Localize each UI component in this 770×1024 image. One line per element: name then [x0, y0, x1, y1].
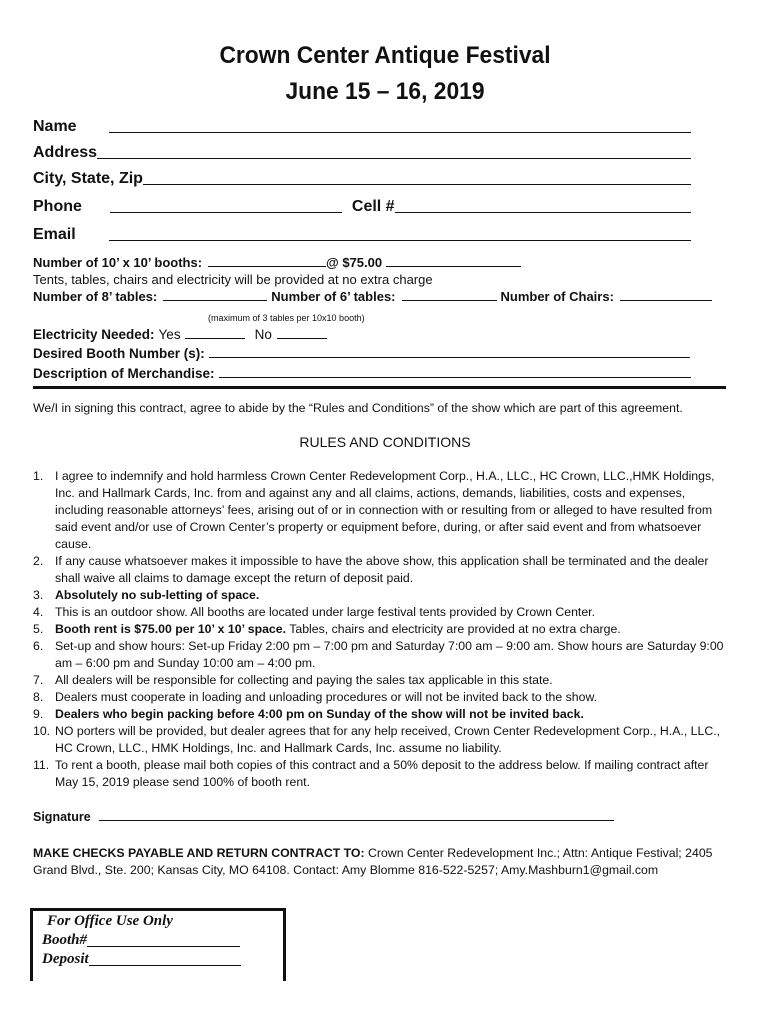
tables-8-field[interactable]: [163, 299, 267, 301]
phone-field[interactable]: [110, 211, 342, 213]
checks-payable-address: Crown Center Redevelopment Inc.; Attn: Antique Festival; 2405 Grand Blvd., Ste. 200; Kansas City, MO 64108. Contact: Amy Blomme 816-522-5257; Amy.Mashburn1@gmail.com: [33, 846, 713, 877]
office-deposit-label: Deposit: [42, 951, 89, 967]
checks-payable-text: [33, 845, 723, 879]
rule-item: 4. This is an outdoor show. All booths are located under large festival tents provided by Crown Center.: [33, 605, 595, 619]
electricity-yes-field[interactable]: [185, 337, 245, 339]
office-booth-label: Booth#: [42, 932, 88, 948]
signature-label: Signature: [33, 810, 91, 824]
booths-count-field[interactable]: [208, 265, 326, 267]
city-state-zip-label: City, State, Zip: [33, 170, 143, 187]
rule-item: 5. Booth rent is $75.00 per 10’ x 10’ space. Tables, chairs and electricity are provided at no extra charge.: [33, 622, 621, 636]
electricity-row: [33, 327, 327, 342]
rules-heading: RULES AND CONDITIONS: [299, 434, 471, 450]
booth-price: @ $75.00: [326, 255, 383, 270]
phone-field-row: [33, 196, 691, 216]
electricity-label: Electricity Needed:: [33, 327, 155, 342]
office-deposit-row: [33, 949, 283, 968]
address-field[interactable]: [97, 157, 691, 159]
office-use-title: For Office Use Only: [47, 913, 173, 929]
page-title: Crown Center Antique Festival: [219, 42, 551, 69]
max-tables-note: (maximum of 3 tables per 10x10 booth): [208, 313, 365, 323]
rule-item: 3. Absolutely no sub-letting of space.: [33, 588, 260, 602]
name-field[interactable]: [109, 131, 691, 133]
rule-item: 6. Set-up and show hours: Set-up Friday 2:00 pm – 7:00 pm and Saturday 7:00 am – 9:00 am. Show hours are Saturday 9:00 am – 6:00 pm and Sunday 10:00 am – 4:00 pm.: [33, 639, 724, 670]
booths-row: [33, 255, 521, 270]
tables-6-field[interactable]: [402, 299, 497, 301]
tables-6-label: Number of 6’ tables:: [271, 289, 396, 304]
booths-count-label: Number of 10’ x 10’ booths:: [33, 255, 203, 270]
city-state-zip-field-row: [33, 168, 691, 188]
office-booth-row: [33, 930, 283, 949]
section-divider: [33, 386, 726, 389]
rule-item: 8. Dealers must cooperate in loading and unloading procedures or will not be invited back to the show.: [33, 690, 598, 704]
desired-booth-label: Desired Booth Number (s):: [33, 346, 205, 361]
cell-label: Cell #: [351, 198, 395, 215]
rule-item: 9. Dealers who begin packing before 4:00 pm on Sunday of the show will not be invited back.: [33, 707, 584, 721]
merchandise-label: Description of Merchandise:: [33, 366, 215, 381]
page-subtitle-date: June 15 – 16, 2019: [285, 78, 485, 105]
agreement-text: We/I in signing this contract, agree to abide by the “Rules and Conditions” of the show which are part of this agreement.: [33, 401, 683, 415]
chairs-field[interactable]: [620, 299, 712, 301]
email-field-row: [33, 224, 691, 244]
desired-booth-row: [33, 346, 690, 361]
signature-row: [33, 810, 614, 824]
tables-8-label: Number of 8’ tables:: [33, 289, 158, 304]
office-deposit-field[interactable]: [89, 964, 241, 966]
name-label: Name: [33, 118, 77, 135]
tables-row: [33, 289, 712, 304]
rule-item: 2. If any cause whatsoever makes it impossible to have the above show, this application shall be terminated and the dealer shall waive all claims to damage except the return of deposit paid.: [33, 554, 709, 585]
cell-field[interactable]: [395, 211, 691, 213]
rule-item: 7. All dealers will be responsible for collecting and paying the sales tax applicable in this state.: [33, 673, 553, 687]
phone-label: Phone: [33, 198, 82, 215]
tents-note: Tents, tables, chairs and electricity will be provided at no extra charge: [33, 272, 433, 287]
desired-booth-field[interactable]: [209, 356, 690, 358]
name-field-row: [33, 116, 691, 136]
rule-item: 11. To rent a booth, please mail both copies of this contract and a 50% deposit to the address below. If mailing contract after May 15, 2019 please send 100% of booth rent.: [33, 758, 709, 789]
rule-item: 10. NO porters will be provided, but dealer agrees that for any help received, Crown Center Redevelopment Corp., H.A., LLC., HC Crown, LLC., HMK Holdings, Inc. and Hallmark Cards, Inc. assume no liability.: [33, 724, 721, 755]
email-label: Email: [33, 226, 76, 243]
checks-payable-label: MAKE CHECKS PAYABLE AND RETURN CONTRACT TO:: [33, 846, 365, 860]
signature-field[interactable]: [99, 819, 614, 821]
city-state-zip-field[interactable]: [143, 183, 691, 185]
rule-item: 1. I agree to indemnify and hold harmless Crown Center Redevelopment Corp., H.A., LLC., HC Crown, LLC.,HMK Holdings, Inc. and Hallmark Cards, Inc. from and against any and all claims, actions, demands, liabilities, costs and expenses, including reasonable attorneys’ fees, arising out of or in connection with or resulting from or alleged to have resulted from said event and/or use of Crown Center’s property or equipment before, during, or after said event and from whatsoever cause.: [33, 469, 715, 551]
office-use-box: [30, 908, 286, 981]
electricity-no-label: No: [254, 327, 272, 342]
address-label: Address: [33, 144, 98, 161]
booth-price-total-field[interactable]: [386, 265, 521, 267]
chairs-label: Number of Chairs:: [500, 289, 614, 304]
address-field-row: [33, 142, 691, 162]
email-field[interactable]: [109, 239, 691, 241]
rules-list: [33, 468, 735, 791]
merchandise-field[interactable]: [219, 376, 691, 378]
electricity-yes-label: Yes: [158, 327, 181, 342]
merchandise-row: [33, 366, 691, 381]
office-booth-field[interactable]: [87, 945, 240, 947]
electricity-no-field[interactable]: [277, 337, 327, 339]
